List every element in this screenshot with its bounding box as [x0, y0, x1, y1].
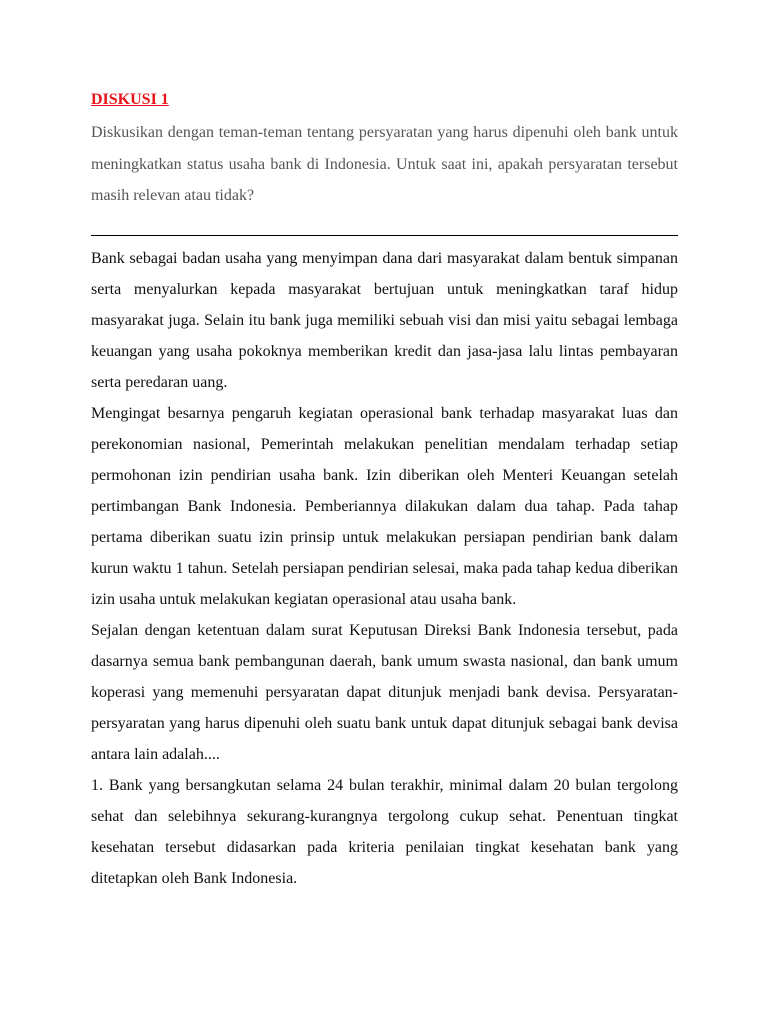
document-page: [91, 90, 678, 894]
discussion-question: Diskusikan dengan teman-teman tentang persyaratan yang harus dipenuhi oleh bank untuk meningkatkan status usaha bank di Indonesia. Untuk saat ini, apakah persyaratan tersebut masih relevan atau tidak?: [91, 124, 678, 204]
section-divider: [91, 235, 678, 236]
discussion-heading: DISKUSI 1: [91, 91, 169, 108]
answer-paragraph-3: Sejalan dengan ketentuan dalam surat Keputusan Direksi Bank Indonesia tersebut, pada dasarnya semua bank pembangunan daerah, bank umum swasta nasional, dan bank umum koperasi yang memenuhi persyaratan dapat ditunjuk menjadi bank devisa. Persyaratan-persyaratan yang harus dipenuhi oleh suatu bank untuk dapat ditunjuk sebagai bank devisa antara lain adalah....: [91, 621, 678, 763]
answer-paragraph-1: Bank sebagai badan usaha yang menyimpan dana dari masyarakat dalam bentuk simpanan serta menyalurkan kepada masyarakat bertujuan untuk meningkatkan taraf hidup masyarakat juga. Selain itu bank juga memiliki sebuah visi dan misi yaitu sebagai lembaga keuangan yang usaha pokoknya memberikan kredit dan jasa-jasa lalu lintas pembayaran serta peredaran uang.: [91, 249, 678, 391]
answer-paragraph-4: 1. Bank yang bersangkutan selama 24 bulan terakhir, minimal dalam 20 bulan tergolong sehat dan selebihnya sekurang-kurangnya tergolong cukup sehat. Penentuan tingkat kesehatan tersebut didasarkan pada kriteria penilaian tingkat kesehatan bank yang ditetapkan oleh Bank Indonesia.: [91, 776, 678, 887]
answer-paragraph-2: Mengingat besarnya pengaruh kegiatan operasional bank terhadap masyarakat luas dan perekonomian nasional, Pemerintah melakukan penelitian mendalam terhadap setiap permohonan izin pendirian usaha bank. Izin diberikan oleh Menteri Keuangan setelah pertimbangan Bank Indonesia. Pemberiannya dilakukan dalam dua tahap. Pada tahap pertama diberikan suatu izin prinsip untuk melakukan persiapan pendirian bank dalam kurun waktu 1 tahun. Setelah persiapan pendirian selesai, maka pada tahap kedua diberikan izin usaha untuk melakukan kegiatan operasional atau usaha bank.: [91, 404, 678, 608]
